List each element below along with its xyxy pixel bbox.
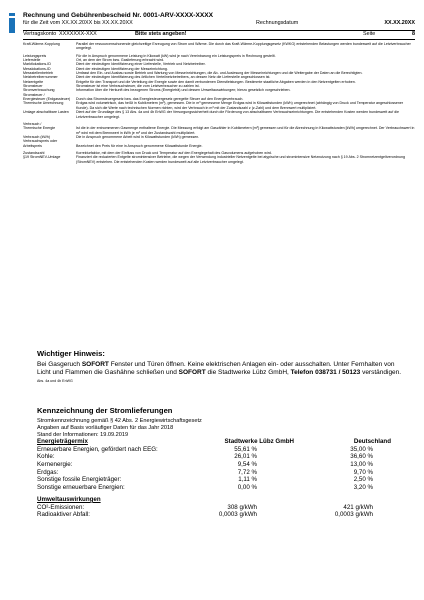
glossary-term: Kraft-Wärme-Kopplung: [23, 42, 60, 46]
glossary-row: [23, 126, 415, 135]
header-rule-bottom: [23, 39, 415, 40]
supplier-value: 0,0003 g/kWh: [218, 511, 257, 519]
germany-value: 36,60 %: [350, 453, 373, 461]
glossary-term: Thermische Energie: [23, 126, 56, 131]
row-label: Erdgas:: [37, 468, 59, 476]
energy-mix-row: [37, 446, 405, 454]
glossary-term: Stromsteuer: [23, 84, 43, 89]
glossary-row: [23, 155, 415, 164]
energy-mix-rows: [37, 446, 405, 492]
invoice-date-label: Rechnungsdatum: [256, 20, 299, 26]
germany-value: 13,00 %: [350, 461, 373, 469]
supplier-value: 9,54 %: [237, 461, 257, 469]
notice-text-part: verständigen.: [360, 369, 402, 377]
glossary-term: Arbeitspreis: [23, 143, 42, 148]
glossary-row: [23, 101, 415, 110]
page-number: 8: [412, 31, 415, 37]
glossary: [23, 42, 415, 164]
energy-mix-header: [37, 438, 405, 446]
energy-mix-row: [37, 469, 405, 477]
invoice-date-value: XX.XX.20XX: [384, 20, 415, 26]
company-logo-icon: [9, 18, 15, 33]
environment-row: [37, 511, 405, 519]
electricity-labeling: [37, 406, 405, 439]
germany-value: 0,0003 g/kWh: [334, 511, 373, 519]
glossary-term: Verbrauch /: [23, 121, 42, 126]
glossary-definition: Finanziert die reduzierten Entgelte stromintensiver Betriebe, die wegen der Verwendung industrieller Netzentgelte bei atypische und stromintensive Netznutzung nach § 19 Abs. 2 Stromnetzentgeltverordnung (StromNEV) entstehen. Die entstehenden Kosten werden bundesweit auf alle Letztverbraucher umgelegt.: [76, 155, 406, 164]
energy-mix-row: [37, 484, 405, 492]
glossary-term: Verbrauch (kWh): [23, 134, 50, 139]
important-notice: [37, 349, 405, 384]
energy-mix-row: [37, 453, 405, 461]
glossary-term: Leistungspreis: [23, 53, 47, 58]
account-value: XXXXXXX-XXX: [59, 31, 97, 37]
glossary-definition: Dient der eindeutigen Identifizierung des örtlichen Verteilnetzbetreibers, an dessen Netz die Lieferstelle angeschlossen ist.: [76, 75, 271, 80]
glossary-term: Messstellenbetrieb: [23, 71, 53, 76]
germany-value: 9,70 %: [353, 468, 373, 476]
notice-text-part: Fenster und Türen öffnen. Keine elektrischen Anlagen ein- oder ausschalten. Unter Fernhalten von Licht und Flammen die Gashähne schließen und: [37, 361, 395, 377]
glossary-definition: Bezeichnet den Preis für eine in Anspruch genommene Kilowattstunde Energie.: [76, 143, 203, 148]
notice-text-part: Bei Gasgeruch: [37, 361, 82, 368]
supplier-value: 1,11 %: [238, 476, 257, 484]
notice-text: [37, 361, 405, 378]
glossary-definition: Ist die in der entnommenen Gasmenge enthaltene Energie. Die Messung erfolgt am Gaszähler in Kubikmetern [m³] gemessen und für die Abrechnung in Kilowattstunden [kWh] umgerechnet. Der Verbrauchswert in m³ wird mit dem Brennwert in kWh je m³ und der Zustandszahl multipliziert.: [76, 126, 415, 135]
energy-mix-table: [37, 438, 405, 519]
row-label: Sonstige erneuerbare Energien:: [37, 484, 125, 492]
account-label: Vertragskonto: [23, 31, 57, 37]
glossary-definition: Erdgas wird volumetrisch, das heißt in Kubikmetern (m³), gemessen. Die in m³ gemessene Menge Erdgas wird in Kilowattstunden (kWh) umgerechnet (abhängig von Druck und Temperatur angeschlossener Kunde). Da sich die Werte nach technischen Normen richten, wird der Verbrauch in m³ mit der Zustandszahl z (z-Zahl) und dem Brennwert multipliziert.: [76, 101, 404, 110]
invoice-header: [23, 12, 415, 28]
glossary-term: Thermische Umrechnung: [23, 101, 64, 106]
glossary-term: Umlage abschaltbare Lasten: [23, 110, 69, 115]
column-supplier: Stadtwerke Lübz GmbH: [224, 438, 294, 445]
environment-rows: [37, 504, 405, 519]
glossary-definition: Korrekturfaktor, mit dem der Einfluss von Druck und Temperatur auf den Energiegehalt des Gasvolumens aufgehoben wird.: [76, 150, 272, 155]
row-label: Kohle:: [37, 453, 55, 461]
row-label: CO²-Emissionen:: [37, 503, 85, 511]
billing-period: für die Zeit vom XX.XX.20XX bis XX.XX.20XX: [23, 20, 133, 26]
supplier-value: 55,61 %: [234, 445, 257, 453]
glossary-definition: Entgelte für den Transport und die Verteilung der Energie sowie den damit verbundenen Dienstleistungen. Bestimmte staatliche Abgaben werden in den Netzentgelten erhoben.: [76, 79, 356, 84]
glossary-definition: Parallel der ressourcenschonende gleichzeitige Erzeugung von Strom und Wärme. Die durch das Kraft-Wärme-Kopplungsgesetz (KWKG) entstehenden Belastungen werden bundesweit auf die Letztverbraucher umgelegt.: [76, 42, 411, 51]
germany-value: 35,00 %: [350, 445, 373, 453]
environment-header: [37, 496, 405, 504]
notice-footnote: Abs. 4a und 4b EnWG: [37, 378, 73, 383]
notice-emphasis: SOFORT: [81, 361, 109, 368]
account-notice: Bitte stets angeben!: [135, 31, 187, 37]
glossary-term: Lieferstelle: [23, 58, 41, 63]
germany-value: 3,20 %: [353, 484, 373, 492]
glossary-term: Energiesteuer (Erdgassteuer): [23, 97, 71, 102]
period-row: [23, 20, 415, 28]
glossary-definition: Ort, an dem der Strom bzw. Gaslieferung erbracht wird.: [76, 58, 165, 63]
invoice-title: Rechnung und Gebührenbescheid Nr. 0001-ARV-XXXX-XXXX: [23, 12, 214, 19]
germany-value: 421 g/kWh: [343, 503, 373, 511]
glossary-definition: Dient auf der Grundlage des § 13 Abs. 4a und 4b EnWG der Versorgungssicherheit durch die Förderung von abschaltbaren Verbrauchseinrichtungen. Die entstehenden Kosten werden bundesweit auf die Letztverbraucher umgelegt.: [76, 110, 400, 119]
glossary-row: [23, 110, 415, 119]
row-label: Kernenergie:: [37, 461, 73, 469]
energy-mix-heading: Energieträgermix: [37, 438, 88, 445]
supplier-value: 7,72 %: [237, 468, 257, 476]
germany-value: 2,50 %: [353, 476, 373, 484]
page-label: Seite: [363, 31, 376, 37]
glossary-term: Netzentgelte: [23, 79, 44, 84]
glossary-term: Stromsteuer /: [23, 92, 45, 97]
glossary-term: Stromverbrauchung: [23, 88, 55, 93]
glossary-term: Netzbetreibernummer: [23, 75, 58, 80]
energy-mix-row: [37, 461, 405, 469]
supplier-value: 26,01 %: [234, 453, 257, 461]
supplier-value: 308 g/kWh: [227, 503, 257, 511]
glossary-term: Messlokations-ID: [23, 66, 51, 71]
glossary-definition: Die in Anspruch genommene Arbeit wird in Kilowattstunden (kWh) gemessen.: [76, 134, 200, 139]
notice-emphasis: SOFORT: [178, 369, 206, 377]
notice-phone: Telefon 038731 / 50123: [290, 369, 361, 377]
glossary-definition: Durch das Stromsteuergesetz bzw. das Energiesteuergesetz geregelte Steuer auf den Energieverbrauch.: [76, 97, 244, 102]
glossary-definition: Dient der eindeutigen Identifizierung der Messeinrichtung.: [76, 66, 168, 71]
labeling-info-date: Stand der Informationen: 19.09.2019: [37, 432, 129, 439]
row-label: Erneuerbare Energien, gefördert nach EEG:: [37, 445, 158, 453]
energy-mix-row: [37, 476, 405, 484]
glossary-term: §19 StromNEV-Umlage: [23, 155, 61, 160]
glossary-term: Verbrauchspreis oder: [23, 139, 58, 144]
glossary-row: [23, 42, 415, 51]
notice-title: Wichtiger Hinweis:: [37, 349, 105, 358]
labeling-title: Kennzeichnung der Stromlieferungen: [37, 406, 173, 415]
glossary-definition: Information über die Herkunft des bezogenen Stroms (Energieträ) und dessen Umweltauswirkungen; hierzu gesetzlich vorgeschrieben.: [76, 88, 291, 93]
column-germany: Deutschland: [353, 438, 391, 445]
row-label: Radioaktiver Abfall:: [37, 511, 90, 519]
glossary-definition: Für die in Anspruch genommene Leistung in Kilowatt (kW) wird je nach Vereinbarung ein Leistungspreis in Rechnung gestellt.: [76, 53, 276, 58]
environment-heading: Umweltauswirkungen: [37, 495, 101, 503]
notice-text-part: die Stadtwerke Lübz GmbH,: [205, 369, 291, 377]
row-label: Sonstige fossile Energieträger:: [37, 476, 122, 484]
glossary-term: Zustandszahl: [23, 150, 45, 155]
glossary-definition: Umfasst den Ein- und Ausbau sowie Betrieb und Wartung von Messeinrichtungen, die Ab- und Auslesung der Messeinrichtungen und die Weitergabe der Daten an die Berechtigten.: [76, 71, 363, 76]
glossary-definition: Stromsteuer ist eine Verbrauchsteuer, die vom Letztverbraucher zu zahlen ist.: [76, 84, 200, 89]
glossary-definition: Dient der eindeutigen Identifizierung einer Lieferstelle, Vertrieb und Netzbetreiber.: [76, 62, 206, 67]
labeling-data-basis: Angaben auf Basis vorläufiger Daten für das Jahr 2018: [37, 425, 174, 432]
glossary-term: Marktlokations-ID: [23, 62, 51, 67]
supplier-value: 0,00 %: [237, 484, 257, 492]
environment-row: [37, 504, 405, 512]
labeling-legal-basis: Stromkennzeichnung gemäß § 42 Abs. 2 Energiewirtschaftsgesetz: [37, 418, 202, 424]
